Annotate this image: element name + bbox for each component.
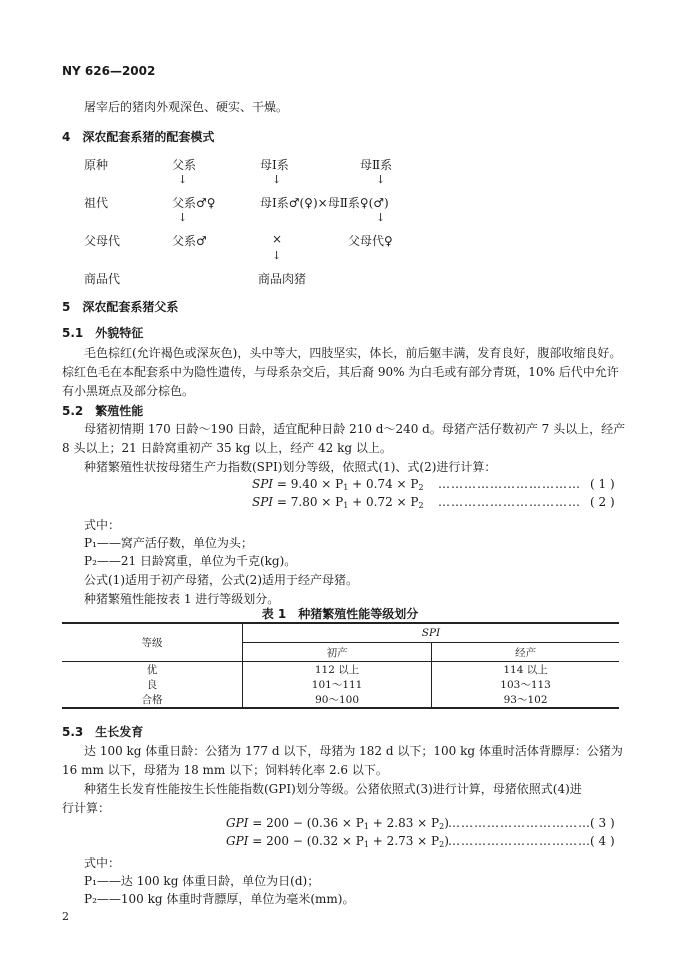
paragraph-line: 棕红色毛在本配套系中为隐性遗传，与母系杂交后，其后裔 90% 为白毛或有部分青斑，10% 后代中允许 xyxy=(62,365,619,379)
subscript: 1 xyxy=(363,840,369,849)
equation-lhs: GPI xyxy=(226,834,249,848)
arrow-down-icon: ↓ xyxy=(376,173,386,186)
paragraph-line: 毛色棕红(允许褐色或深灰色)，头中等大，四肢坚实，体长，前后躯丰满，发育良好，腹部收缩良好。 xyxy=(84,346,622,360)
table-header-grade: 等级 xyxy=(62,623,243,662)
parent-sire: 父系♂ xyxy=(172,234,207,248)
grandparent-sire: 父系♂♀ xyxy=(172,196,216,210)
equation-term: + 2.73 × P xyxy=(368,834,440,848)
section-4-title: 4 深农配套系猪的配套模式 xyxy=(62,130,215,144)
paragraph-line: 种猪生长发育性能按生长性能指数(GPI)划分等级。公猪依照式(3)进行计算，母猪依照式(4)进 xyxy=(84,782,582,796)
equation-lhs: SPI xyxy=(252,477,274,491)
variable-definition: P₁——达 100 kg 体重日龄，单位为日(d)； xyxy=(84,874,320,888)
leader-dots: …………………………… xyxy=(448,816,591,830)
paragraph-line: 母猪初情期 170 日龄～190 日龄，适宜配种日龄 210 d～240 d。母猪产活仔数初产 7 头以上，经产 xyxy=(84,422,626,436)
table-caption: 表 1 种猪繁殖性能等级划分 xyxy=(261,607,419,621)
where-label: 式中： xyxy=(84,518,121,532)
section-5-2-title: 5.2 繁殖性能 xyxy=(62,404,144,418)
col-head-dam-line-1: 母Ⅰ系 xyxy=(260,158,289,172)
variable-definition: P₂——100 kg 体重时背膘厚，单位为毫米(mm)。 xyxy=(84,892,355,906)
arrow-down-icon: ↓ xyxy=(376,211,386,224)
row-label-parent: 父母代 xyxy=(84,234,121,248)
arrow-down-icon: ↓ xyxy=(272,249,282,262)
parent-dam: 父母代♀ xyxy=(348,234,393,248)
breeding-grade-table xyxy=(62,622,619,709)
equation-number: ( 1 ) xyxy=(590,477,615,491)
commercial-pigs: 商品肉猪 xyxy=(258,272,307,286)
table-cell-grade: 良 xyxy=(62,677,243,692)
subscript: 1 xyxy=(363,822,369,831)
paragraph-line: 8 头以上；21 日龄窝重初产 35 kg 以上，经产 42 kg 以上。 xyxy=(62,441,392,455)
section-5-1-title: 5.1 外貌特征 xyxy=(62,326,144,340)
table-cell: 90～100 xyxy=(243,692,432,708)
equation-term: ) xyxy=(444,816,449,830)
table-cell: 112 以上 xyxy=(243,662,432,678)
table-cell-grade: 合格 xyxy=(62,692,243,708)
paragraph-line: 种猪繁殖性状按母猪生产力指数(SPI)划分等级，依照式(1)、式(2)进行计算： xyxy=(84,460,497,474)
equation-term: + 0.72 × P xyxy=(348,495,419,509)
row-label-commercial: 商品代 xyxy=(84,272,121,286)
variable-definition: P₁——窝产活仔数，单位为头； xyxy=(84,536,253,550)
equation-lhs: SPI xyxy=(252,495,274,509)
arrow-down-icon: ↓ xyxy=(178,211,188,224)
intro-line: 屠宰后的猪肉外观深色、硬实、干燥。 xyxy=(84,100,289,114)
paragraph-line: 种猪繁殖性能按表 1 进行等级划分。 xyxy=(84,592,280,606)
equation-number: ( 3 ) xyxy=(590,816,615,830)
equation-term: = 200 − (0.32 × P xyxy=(252,834,364,848)
equation-term: = 9.40 × P xyxy=(276,477,344,491)
standard-number: NY 626—2002 xyxy=(62,64,156,78)
col-head-sire-line: 父系 xyxy=(172,158,197,172)
table-cell: 93～102 xyxy=(432,692,619,708)
grandparent-dam-cross: 母Ⅰ系♂(♀)×母Ⅱ系♀(♂) xyxy=(260,196,389,210)
equation-term: = 7.80 × P xyxy=(276,495,344,509)
page-number: 2 xyxy=(62,910,69,923)
paragraph-line: 公式(1)适用于初产母猪，公式(2)适用于经产母猪。 xyxy=(84,573,358,587)
cross-sign: × xyxy=(272,232,283,246)
equation-number: ( 2 ) xyxy=(590,495,615,509)
subscript: 2 xyxy=(418,501,424,510)
equation-2 xyxy=(252,495,424,510)
arrow-down-icon: ↓ xyxy=(272,173,282,186)
paragraph-line: 16 mm 以下，母猪为 18 mm 以下；饲料转化率 2.6 以下。 xyxy=(62,763,388,777)
leader-dots: …………………………… xyxy=(438,477,581,491)
row-label-original: 原种 xyxy=(84,158,109,172)
equation-term: ) xyxy=(444,834,449,848)
subscript: 2 xyxy=(439,822,445,831)
table-cell: 103～113 xyxy=(500,679,551,691)
paragraph-line: 有小黑斑点及部分棕色。 xyxy=(62,384,195,398)
table-cell: 101～111 xyxy=(243,677,432,692)
subscript: 1 xyxy=(343,501,349,510)
col-head-dam-line-2: 母Ⅱ系 xyxy=(360,158,393,172)
equation-1 xyxy=(252,477,424,492)
where-label: 式中： xyxy=(84,856,121,870)
equation-term: = 200 − (0.36 × P xyxy=(252,816,364,830)
equation-number: ( 4 ) xyxy=(590,834,615,848)
subscript: 1 xyxy=(343,483,349,492)
paragraph-line: 行计算： xyxy=(62,801,111,815)
leader-dots: …………………………… xyxy=(438,495,581,509)
subscript: 2 xyxy=(418,483,424,492)
arrow-down-icon: ↓ xyxy=(178,173,188,186)
row-label-grandparent: 祖代 xyxy=(84,196,109,210)
table-cell: 114 以上 xyxy=(503,664,548,676)
table-cell-grade: 优 xyxy=(62,662,243,678)
section-5-3-title: 5.3 生长发育 xyxy=(62,725,144,739)
equation-3 xyxy=(226,816,449,831)
table-row xyxy=(62,677,619,692)
leader-dots: …………………………… xyxy=(448,834,591,848)
table-header-first-parity: 初产 xyxy=(243,643,432,662)
equation-term: + 2.83 × P xyxy=(368,816,440,830)
section-5-title: 5 深农配套系猪父系 xyxy=(62,300,179,314)
table-header-multiparity: 经产 xyxy=(432,643,619,662)
table-header-spi: SPI xyxy=(243,623,620,643)
paragraph-line: 达 100 kg 体重日龄：公猪为 177 d 以下，母猪为 182 d 以下；100 kg 体重时活体背膘厚：公猪为 xyxy=(84,744,623,758)
table-row xyxy=(62,662,619,678)
variable-definition: P₂——21 日龄窝重，单位为千克(kg)。 xyxy=(84,554,297,568)
equation-term: + 0.74 × P xyxy=(348,477,419,491)
equation-lhs: GPI xyxy=(226,816,249,830)
subscript: 2 xyxy=(439,840,445,849)
table-row xyxy=(62,692,619,708)
equation-4 xyxy=(226,834,449,849)
